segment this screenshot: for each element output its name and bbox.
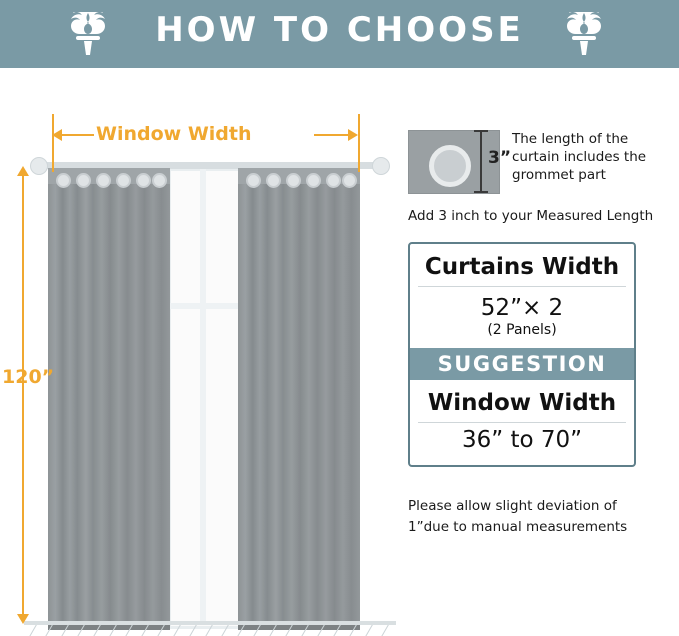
grommet-dimension-cap-bottom bbox=[474, 191, 488, 193]
curtains-width-subtext: (2 Panels) bbox=[487, 322, 557, 338]
grommet-icon bbox=[56, 173, 71, 188]
grommet-icon bbox=[96, 173, 111, 188]
window-mullion-vertical bbox=[200, 168, 206, 623]
window-frame bbox=[168, 168, 244, 629]
floor-hatching bbox=[24, 625, 396, 636]
disclaimer-text bbox=[408, 496, 658, 538]
width-dimension-line-left bbox=[60, 134, 94, 136]
width-arrow-left bbox=[52, 129, 62, 141]
rod-finial-right bbox=[372, 157, 390, 175]
grommet-icon bbox=[306, 173, 321, 188]
height-arrow-bottom bbox=[17, 614, 29, 624]
grommet-dimension-label: 3” bbox=[488, 148, 512, 168]
grommet-icon bbox=[246, 173, 261, 188]
curtain-height-label: 120” bbox=[2, 366, 55, 388]
window-width-label: Window Width bbox=[96, 123, 252, 145]
grommet-icon bbox=[152, 173, 167, 188]
disclaimer-line-2: 1”due to manual measurements bbox=[408, 519, 628, 535]
width-tick-right bbox=[358, 114, 360, 172]
grommet-icon bbox=[286, 173, 301, 188]
grommet-icon bbox=[326, 173, 341, 188]
width-tick-left bbox=[52, 114, 54, 172]
width-dimension-line-right bbox=[314, 134, 350, 136]
grommet-icon bbox=[342, 173, 357, 188]
grommet-icon bbox=[266, 173, 281, 188]
grommet-ring-icon bbox=[429, 145, 471, 187]
page-title: HOW TO CHOOSE bbox=[155, 10, 524, 50]
width-arrow-right bbox=[348, 129, 358, 141]
grommet-detail-figure bbox=[408, 130, 500, 194]
curtain-panel-right bbox=[238, 168, 360, 630]
add-length-note: Add 3 inch to your Measured Length bbox=[408, 208, 654, 224]
disclaimer-line-1: Please allow slight deviation of bbox=[408, 498, 617, 514]
window-width-range: 36” to 70” bbox=[461, 427, 583, 453]
grommet-note: The length of the curtain includes the grommet part bbox=[512, 131, 647, 183]
grommet-icon bbox=[136, 173, 151, 188]
window-mullion-horizontal bbox=[168, 303, 238, 309]
grommet-dimension-cap-top bbox=[474, 130, 488, 132]
curtain-measurement-illustration bbox=[0, 68, 400, 636]
grommet-icon bbox=[116, 173, 131, 188]
header-banner bbox=[0, 0, 679, 68]
grommet-icon bbox=[76, 173, 91, 188]
rod-finial-left bbox=[30, 157, 48, 175]
grommet-dimension-line bbox=[480, 130, 482, 192]
curtain-panel-left bbox=[48, 168, 170, 630]
height-dimension-line bbox=[22, 176, 24, 616]
window-width-title: Window Width bbox=[427, 390, 617, 416]
info-column bbox=[408, 68, 670, 636]
suggestion-card bbox=[408, 242, 636, 467]
curtains-width-title: Curtains Width bbox=[424, 254, 620, 280]
height-arrow-top bbox=[17, 166, 29, 176]
curtains-width-value: 52”× 2 bbox=[480, 295, 564, 321]
suggestion-band: SUGGESTION bbox=[410, 348, 634, 380]
